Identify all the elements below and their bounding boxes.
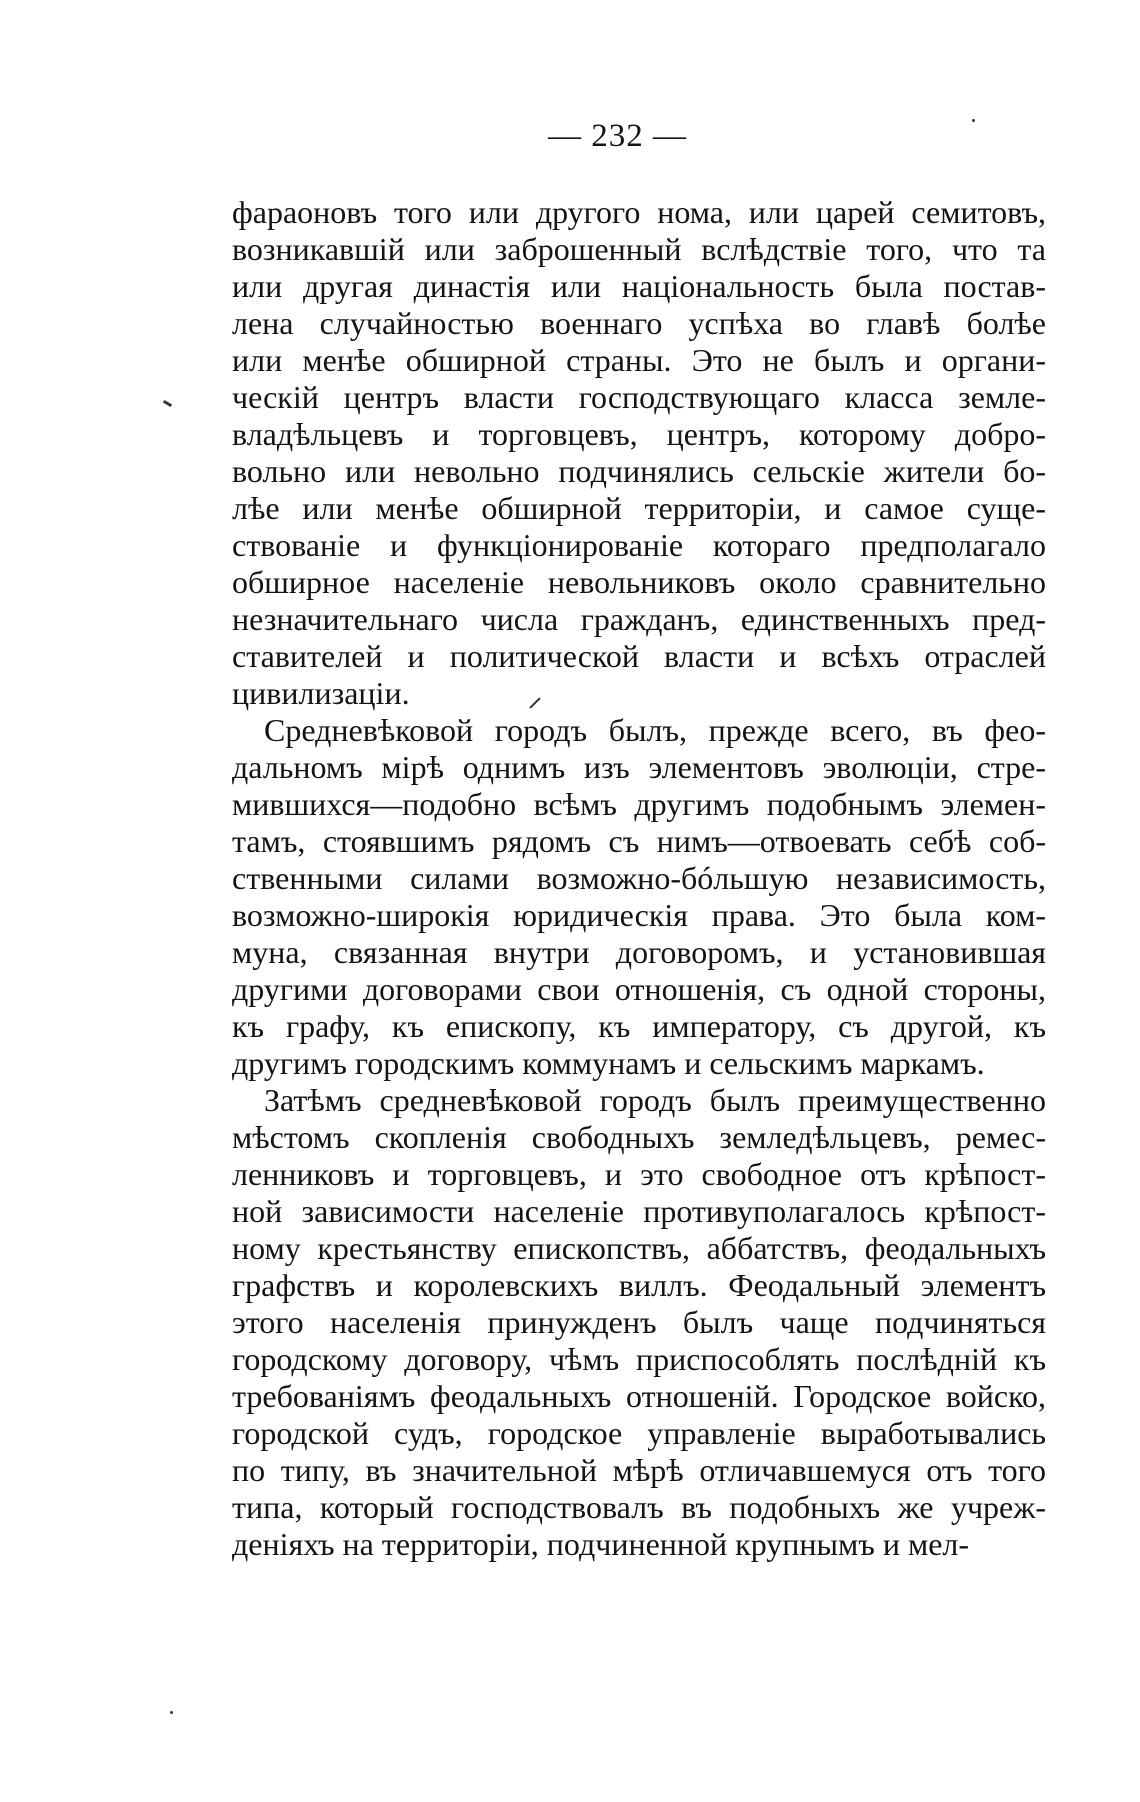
text-line: дальномъ мірѣ однимъ изъ элементовъ эволюціи, стре-: [232, 749, 1046, 785]
text-line: тамъ, стоявшимъ рядомъ съ нимъ—отвоевать себѣ соб-: [232, 823, 1046, 859]
text-line: ставителей и политической власти и всѣхъ отраслей: [232, 638, 1046, 674]
text-line: или другая династія или національность была постав-: [232, 268, 1046, 304]
text-line: цивилизаціи.: [232, 675, 410, 711]
text-line: къ графу, къ епископу, къ императору, съ другой, къ: [232, 1008, 1046, 1044]
body-text: [232, 194, 1046, 1563]
text-line: этого населенія принужденъ былъ чаще подчиняться: [232, 1304, 1046, 1340]
text-line: другимъ городскимъ коммунамъ и сельскимъ маркамъ.: [232, 1045, 985, 1081]
text-line: по типу, въ значительной мѣрѣ отличавшемуся отъ того: [232, 1452, 1046, 1488]
text-line: владѣльцевъ и торговцевъ, центръ, которому добро-: [232, 416, 1046, 452]
text-line: деніяхъ на территоріи, подчиненной крупнымъ и мел-: [232, 1526, 970, 1562]
text-line: лена случайностью военнаго успѣха во главѣ болѣе: [232, 305, 1046, 341]
text-line: ленниковъ и торговцевъ, и это свободное отъ крѣпост-: [232, 1156, 1046, 1192]
text-line: городскому договору, чѣмъ приспособлять послѣдній къ: [232, 1341, 1046, 1377]
stray-ink-mark: [163, 400, 172, 407]
text-line: возникавшій или заброшенный вслѣдствіе того, что та: [232, 231, 1046, 267]
text-line: лѣе или менѣе обширной территоріи, и самое суще-: [232, 490, 1046, 526]
text-line: типа, который господствовалъ въ подобныхъ же учреж-: [232, 1489, 1046, 1525]
text-line: или менѣе обширной страны. Это не былъ и органи-: [232, 342, 1046, 378]
text-line: мѣстомъ скопленія свободныхъ земледѣльцевъ, ремес-: [232, 1119, 1046, 1155]
text-line: ческій центръ власти господствующаго класса земле-: [232, 379, 1046, 415]
text-line: Затѣмъ средневѣковой городъ былъ преимущественно: [264, 1082, 1046, 1118]
page-number: — 232 —: [548, 118, 687, 154]
text-line: муна, связанная внутри договоромъ, и установившая: [232, 934, 1046, 970]
text-line: другими договорами свои отношенія, съ одной стороны,: [232, 971, 1046, 1007]
text-line: графствъ и королевскихъ виллъ. Феодальный элементъ: [232, 1267, 1046, 1303]
text-line: мившихся—подобно всѣмъ другимъ подобнымъ элемен-: [232, 786, 1046, 822]
text-line: возможно-широкія юридическія права. Это была ком-: [232, 897, 1046, 933]
text-line: ственными силами возможно-бóльшую независимость,: [232, 860, 1046, 896]
text-line: ной зависимости населеніе противуполагалось крѣпост-: [232, 1193, 1046, 1229]
text-line: ствованіе и функціонированіе котораго предполагало: [232, 527, 1046, 563]
text-line: требованіямъ феодальныхъ отношеній. Городское войско,: [232, 1378, 1046, 1414]
text-line: незначительнаго числа гражданъ, единственныхъ пред-: [232, 601, 1046, 637]
text-line: вольно или невольно подчинялись сельскіе жители бо-: [232, 453, 1046, 489]
text-line: городской судъ, городское управленіе выработывались: [232, 1415, 1046, 1451]
text-line: ному крестьянству епископствъ, аббатствъ, феодальныхъ: [232, 1230, 1046, 1266]
stray-ink-mark: [972, 119, 975, 122]
stray-ink-mark: [170, 1711, 173, 1714]
text-line: обширное населеніе невольниковъ около сравнительно: [232, 564, 1046, 600]
text-line: фараоновъ того или другого нома, или царей семитовъ,: [232, 194, 1046, 230]
text-line: Средневѣковой городъ былъ, прежде всего, въ фео-: [264, 712, 1046, 748]
